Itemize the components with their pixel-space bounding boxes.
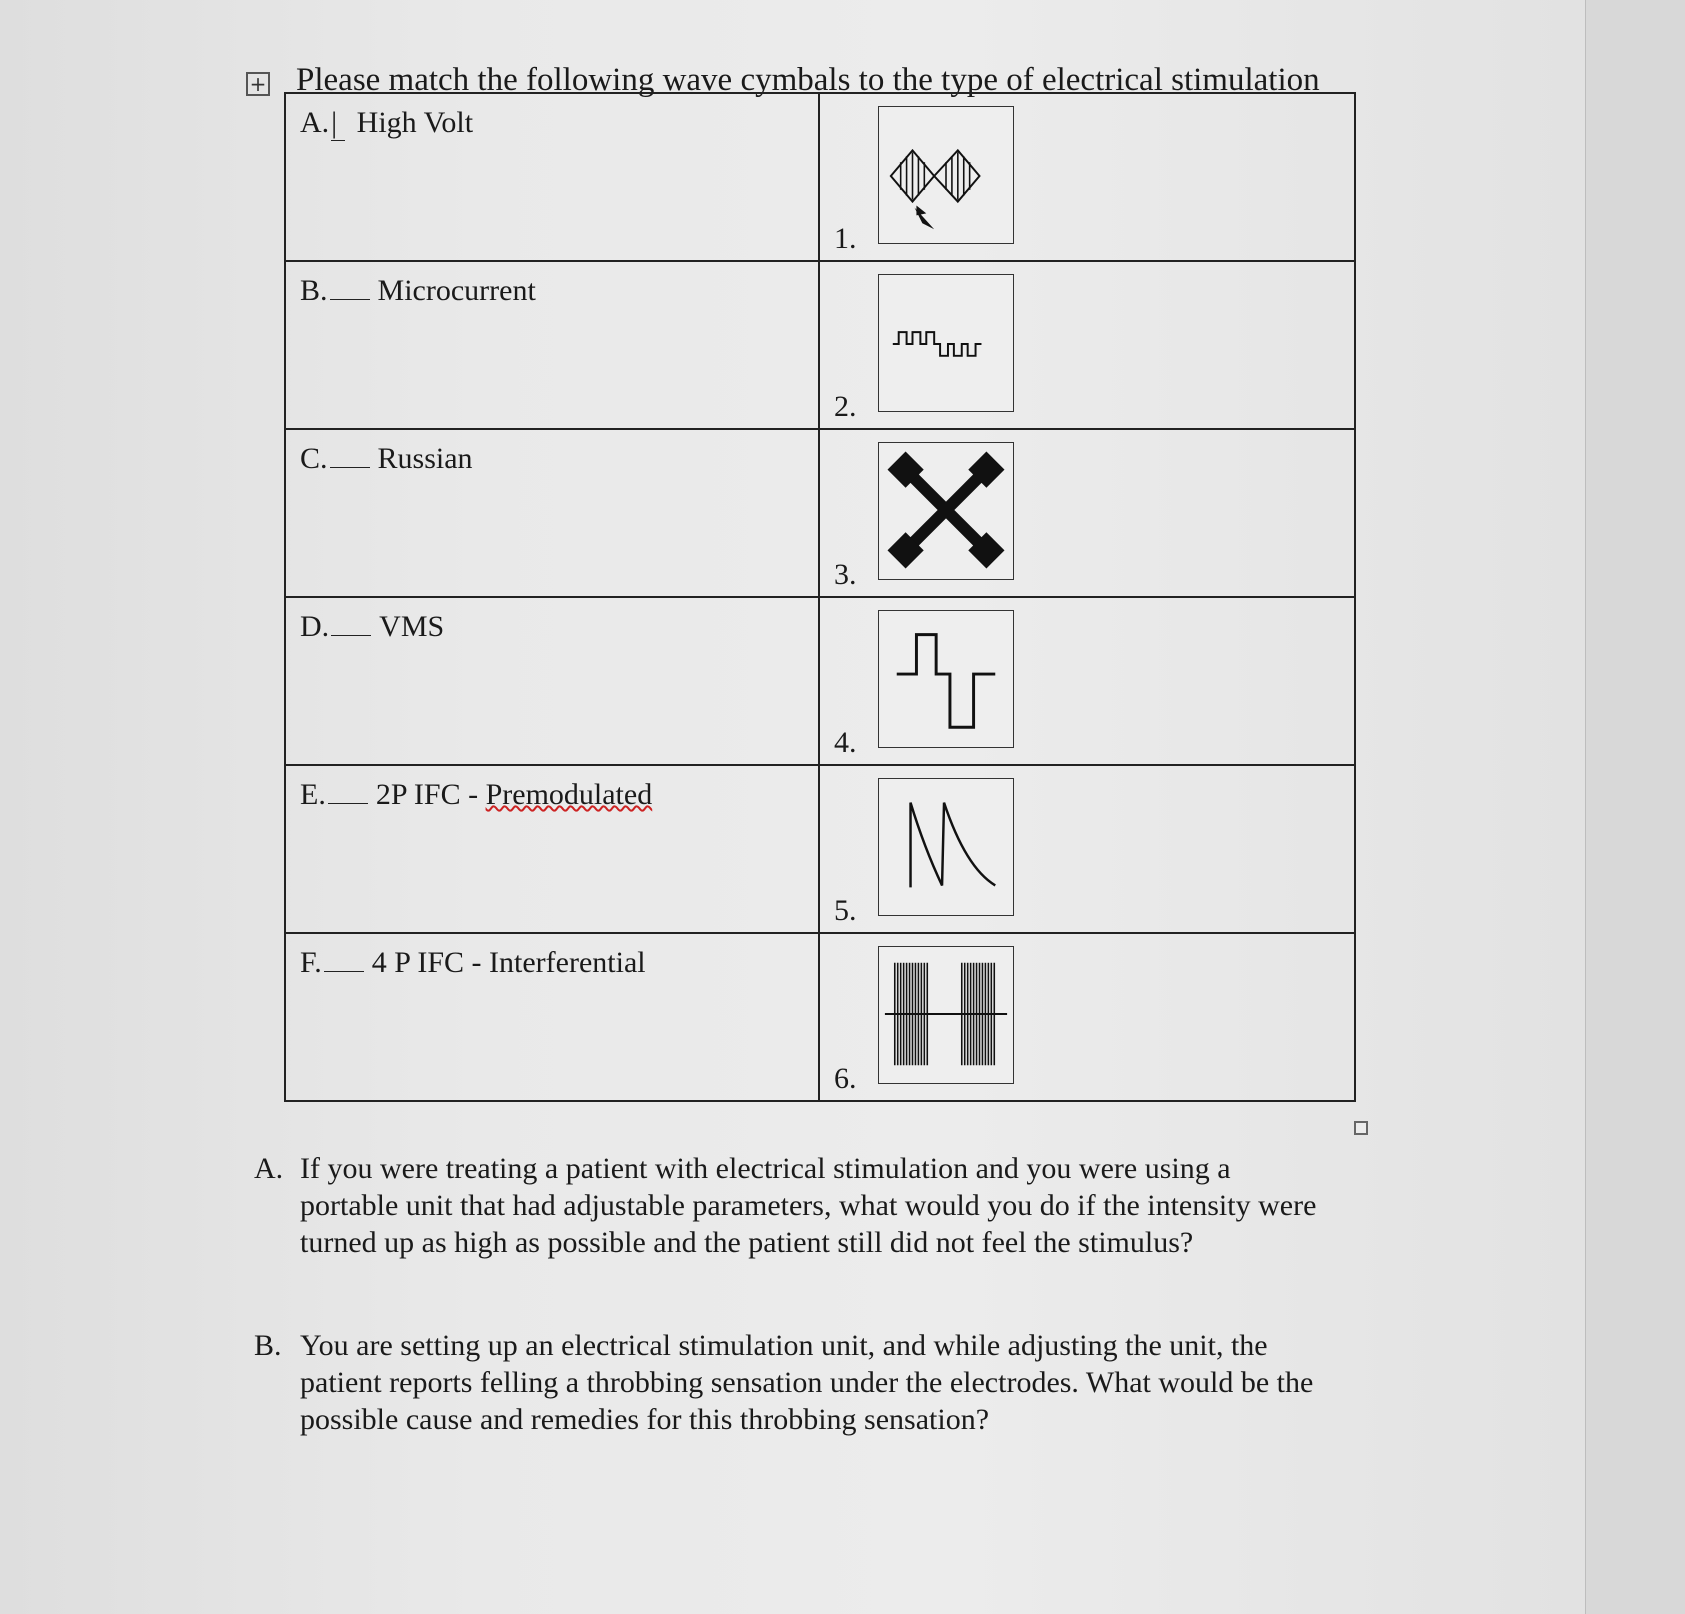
option-label[interactable]: E. 2P IFC - Premodulated (300, 778, 653, 811)
option-label[interactable]: D. VMS (300, 610, 445, 643)
table-row (285, 765, 1355, 933)
symbol-number: 5. (834, 894, 857, 927)
twin-peak-spike-icon (878, 778, 1014, 916)
table-move-handle-icon[interactable]: + (246, 72, 270, 96)
table-row (285, 933, 1355, 1101)
symbol-number: 3. (834, 558, 857, 591)
crossed-electrodes-icon (878, 442, 1014, 580)
label-cell (285, 261, 819, 429)
symbol-cell (819, 933, 1355, 1101)
symbol-number: 2. (834, 390, 857, 423)
question-label: B. (254, 1329, 282, 1362)
worksheet-title: Please match the following wave cymbals to the type of electrical stimulation (296, 62, 1320, 98)
option-label[interactable]: C. Russian (300, 442, 473, 475)
ifc-interferential-waves-icon (878, 106, 1014, 244)
table-row (285, 261, 1355, 429)
table-row (285, 597, 1355, 765)
option-label[interactable]: F. 4 P IFC - Interferential (300, 946, 646, 979)
label-cell (285, 597, 819, 765)
spellcheck-flagged-word: Premodulated (485, 778, 653, 811)
biphasic-square-pulse-icon (878, 610, 1014, 748)
page-margin-right (1585, 0, 1685, 1614)
option-label[interactable]: B. Microcurrent (300, 274, 536, 307)
question-item (254, 1150, 1334, 1261)
symbol-number: 1. (834, 222, 857, 255)
label-cell (285, 429, 819, 597)
table-row (285, 429, 1355, 597)
symbol-number: 6. (834, 1062, 857, 1095)
symbol-cell (819, 429, 1355, 597)
label-cell (285, 933, 819, 1101)
symbol-number: 4. (834, 726, 857, 759)
table-resize-handle[interactable] (1354, 1121, 1368, 1135)
symbol-cell (819, 93, 1355, 261)
symbol-cell (819, 597, 1355, 765)
option-label[interactable]: A.| High Volt (300, 106, 474, 139)
label-cell (285, 93, 819, 261)
symbol-cell (819, 261, 1355, 429)
question-text: If you were treating a patient with electrical stimulation and you were using a portable unit that had adjustable parameters, what would you do if the intensity were turned up as high as possible and the patient still did not feel the stimulus? (300, 1152, 1317, 1259)
question-text: You are setting up an electrical stimulation unit, and while adjusting the unit, the patient reports felling a throbbing sensation under the electrodes. What would be the possible cause and remedies for this throbbing sensation? (300, 1329, 1314, 1436)
burst-bars-icon (878, 946, 1014, 1084)
symbol-cell (819, 765, 1355, 933)
table-row (285, 93, 1355, 261)
question-list (254, 1150, 1334, 1504)
matching-table (284, 92, 1356, 1102)
question-label: A. (254, 1152, 284, 1185)
label-cell (285, 765, 819, 933)
question-item (254, 1327, 1334, 1438)
microcurrent-square-wave-icon (878, 274, 1014, 412)
